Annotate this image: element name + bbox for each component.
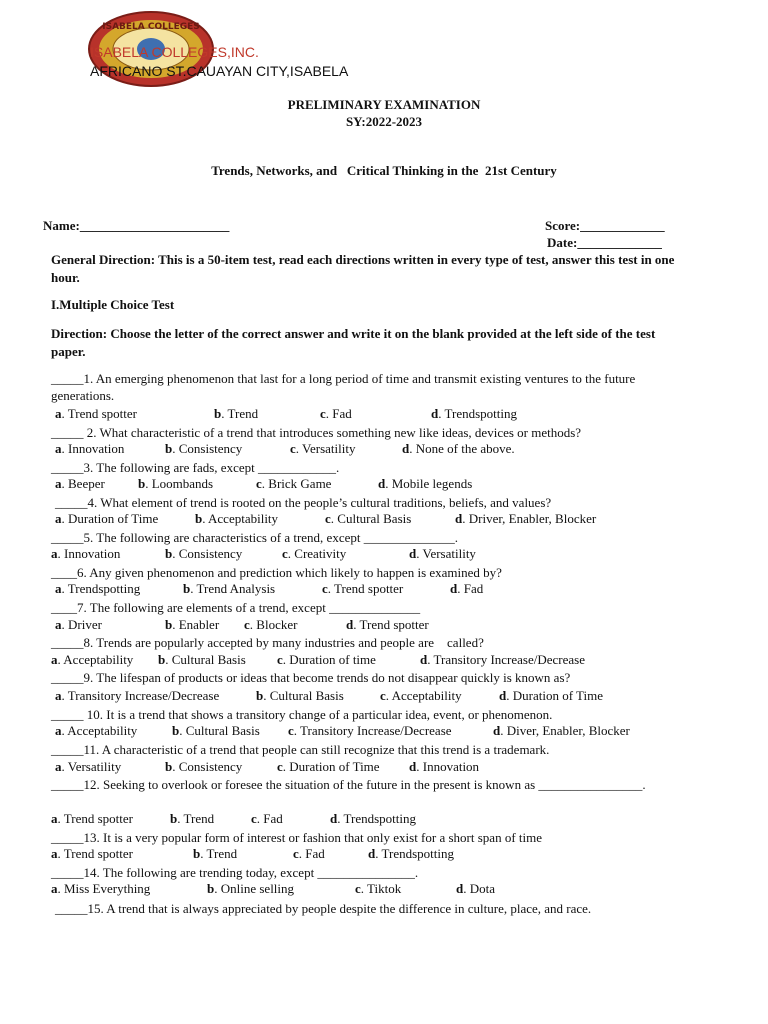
option-label: . Acceptability [57,652,134,667]
option-letter: d [499,688,507,703]
option-letter: d [409,546,417,561]
option-label: . Consistency [172,546,243,561]
option-letter: a [55,511,62,526]
option-label: . Cultural Basis [263,688,344,703]
question-2-option-b [165,441,242,457]
question-1-option-a [55,406,137,422]
option-label: . Driver [61,617,102,632]
question-14-option-d [456,881,495,897]
option-letter: b [165,617,173,632]
option-label: . Trendspotting [375,846,454,861]
option-label: . Acceptability [385,688,462,703]
option-letter: b [183,581,191,596]
question-4-option-b [195,511,278,527]
question-1-option-d [431,406,517,422]
option-label: . Innovation [61,441,125,456]
option-label: . Fad [325,406,352,421]
option-label: . Transitory Increase/Decrease [427,652,585,667]
question-4-option-a [55,511,158,527]
option-label: . Beeper [61,476,105,491]
question-7-option-d [346,617,429,633]
option-label: . Cultural Basis [165,652,246,667]
option-letter: b [138,476,146,491]
question-13-option-d [368,846,454,862]
question-15-text: _____15. A trend that is always appreciated by people despite the difference in culture, place, and race. [55,901,592,916]
question-6-option-a [55,581,140,597]
option-label: . Consistency [172,441,243,456]
question-11-option-b [165,759,242,775]
option-label: . Online selling [214,881,295,896]
option-letter: b [165,441,173,456]
question-5-text: _____5. The following are characteristics of a trend, except ______________. [51,530,458,545]
option-letter: c [256,476,262,491]
option-label: . Innovation [57,546,121,561]
option-label: . Acceptability [61,723,138,738]
option-label: . Blocker [249,617,298,632]
option-label: . Dota [463,881,496,896]
question-7-text: ____7. The following are elements of a trend, except ______________ [51,600,421,615]
date-field[interactable]: Date:_____________ [547,235,662,250]
option-letter: d [456,881,464,896]
option-letter: c [282,546,288,561]
option-label: . Innovation [416,759,480,774]
option-letter: d [368,846,376,861]
question-7-option-b [165,617,219,633]
question-6-option-d [450,581,483,597]
option-label: . Cultural Basis [330,511,412,526]
option-letter: b [165,546,173,561]
option-letter: d [378,476,386,491]
school-name: ISABELA COLLEGES,INC. [90,44,259,60]
option-label: . Trend [177,811,215,826]
option-letter: c [355,881,361,896]
question-1-option-c [320,406,352,422]
question-8-option-a [51,652,133,668]
option-label: . Trend spotter [353,617,429,632]
option-label: . Fad [457,581,484,596]
option-letter: a [55,441,62,456]
option-label: . Cultural Basis [179,723,260,738]
option-letter: b [165,759,173,774]
question-6-text: ____6. Any given phenomenon and prediction which likely to happen is examined by? [51,565,502,580]
option-label: . Trend [200,846,238,861]
option-letter: c [277,652,283,667]
option-label: . Trend spotter [57,846,133,861]
question-10-text: _____ 10. It is a trend that shows a transitory change of a particular idea, event, or phenomenon. [51,707,553,722]
option-label: . Trend Analysis [190,581,276,596]
question-3-option-d [378,476,472,492]
score-field[interactable]: Score:_____________ [545,218,665,233]
question-8-option-c [277,652,376,668]
exam-title: PRELIMINARY EXAMINATION [287,97,481,112]
option-letter: b [195,511,203,526]
option-label: . None of the above. [409,441,515,456]
option-label: . Versatility [416,546,476,561]
question-2-option-a [55,441,124,457]
question-13-option-c [293,846,325,862]
option-letter: c [277,759,283,774]
option-label: . Duration of Time [506,688,604,703]
option-letter: a [55,688,62,703]
option-letter: a [51,652,58,667]
option-letter: a [55,581,62,596]
option-letter: b [256,688,264,703]
option-letter: c [244,617,250,632]
question-11-option-c [277,759,380,775]
option-label: . Enabler [172,617,220,632]
option-label: . Trendspotting [438,406,517,421]
option-label: . Fad [256,811,283,826]
option-letter: a [55,476,62,491]
option-letter: d [346,617,354,632]
option-letter: b [214,406,222,421]
question-12-option-d [330,811,416,827]
option-letter: d [420,652,428,667]
question-9-option-a [55,688,219,704]
question-1-option-b [214,406,258,422]
option-label: . Miss Everything [57,881,151,896]
option-letter: a [55,406,62,421]
option-letter: a [51,846,58,861]
question-7-option-a [55,617,102,633]
question-4-option-c [325,511,411,527]
option-letter: b [158,652,166,667]
option-letter: a [51,811,58,826]
option-letter: d [409,759,417,774]
option-letter: b [193,846,201,861]
question-13-text: _____13. It is a very popular form of interest or fashion that only exist for a short span of time [51,830,543,845]
question-3-option-b [138,476,213,492]
question-11-option-a [55,759,121,775]
question-2-text: _____ 2. What characteristic of a trend that introduces something new like ideas, devices or methods? [51,425,582,440]
option-letter: a [55,617,62,632]
option-label: . Driver, Enabler, Blocker [462,511,597,526]
option-letter: b [207,881,215,896]
option-letter: c [290,441,296,456]
question-11-text: _____11. A characteristic of a trend that people can still recognize that this trend is a trademark. [51,742,550,757]
option-letter: b [172,723,180,738]
option-label: . Trendspotting [337,811,416,826]
option-label: . Mobile legends [385,476,473,491]
question-8-option-b [158,652,246,668]
question-3-option-a [55,476,105,492]
question-8-text: _____8. Trends are popularly accepted by many industries and people are called? [51,635,484,650]
question-13-option-b [193,846,237,862]
general-direction: General Direction: This is a 50-item test, read each directions written in every type of test, answer this test in one hour. [51,252,675,285]
question-3-text: _____3. The following are fads, except ____________. [51,460,340,475]
option-letter: c [380,688,386,703]
subject-title: Trends, Networks, and Critical Thinking in the 21st Century [211,163,557,178]
question-2-option-c [290,441,355,457]
option-label: . Trend [221,406,259,421]
option-letter: a [55,759,62,774]
option-label: . Duration of time [282,652,376,667]
option-letter: d [330,811,338,826]
question-9-option-b [256,688,344,704]
question-10-option-b [172,723,260,739]
school-address: AFRICANO ST.CAUAYAN CITY,ISABELA [90,63,349,79]
option-letter: c [293,846,299,861]
question-10-option-d [493,723,630,739]
option-letter: d [493,723,501,738]
question-14-text: _____14. The following are trending today, except _______________. [51,865,419,880]
option-label: . Creativity [287,546,347,561]
question-4-text: _____4. What element of trend is rooted on the people’s cultural traditions, beliefs, and values? [55,495,552,510]
option-label: . Diver, Enabler, Blocker [500,723,630,738]
question-9-text: _____9. The lifespan of products or ideas that become trends do not disappear quickly is known as? [51,670,571,685]
school-year: SY:2022-2023 [345,114,423,129]
question-1-text: _____1. An emerging phenomenon that last for a long period of time and transmit existing ventures to the future generations. [51,371,636,403]
option-letter: c [325,511,331,526]
option-letter: d [402,441,410,456]
question-10-option-a [55,723,137,739]
question-8-option-d [420,652,585,668]
question-5-option-b [165,546,242,562]
question-12-option-c [251,811,283,827]
question-5-option-c [282,546,346,562]
option-letter: c [288,723,294,738]
question-12-option-b [170,811,214,827]
question-11-option-d [409,759,479,775]
option-label: . Trend spotter [327,581,404,596]
option-label: . Tiktok [360,881,402,896]
section-title: I.Multiple Choice Test [51,297,175,312]
option-label: . Fad [298,846,325,861]
option-letter: b [170,811,178,826]
name-field[interactable]: Name:_______________________ [43,218,230,233]
option-label: . Duration of Time [61,511,159,526]
option-label: . Versatility [61,759,122,774]
seal-lettering: ISABELA COLLEGES [102,22,200,32]
question-12-text: _____12. Seeking to overlook or foresee the situation of the future in the present is known as ________________. [51,777,646,792]
option-letter: c [322,581,328,596]
option-letter: a [51,881,58,896]
question-6-option-c [322,581,403,597]
option-label: . Duration of Time [282,759,380,774]
option-label: . Trend spotter [57,811,133,826]
option-label: . Transitory Increase/Decrease [293,723,452,738]
option-label: . Acceptability [202,511,279,526]
question-3-option-c [256,476,331,492]
question-14-option-c [355,881,401,897]
option-letter: c [251,811,257,826]
option-letter: a [55,723,62,738]
option-label: . Versatility [295,441,356,456]
question-12-option-a [51,811,133,827]
question-6-option-b [183,581,275,597]
option-label: . Trend spotter [61,406,137,421]
question-10-option-c [288,723,452,739]
option-letter: a [51,546,58,561]
option-label: . Trendspotting [61,581,141,596]
option-label: . Transitory Increase/Decrease [61,688,220,703]
section-direction: Direction: Choose the letter of the correct answer and write it on the blank provided at the left side of the test paper. [51,326,656,359]
question-2-option-d [402,441,515,457]
option-letter: c [320,406,326,421]
question-14-option-b [207,881,294,897]
option-letter: d [450,581,458,596]
question-14-option-a [51,881,150,897]
option-label: . Brick Game [261,476,332,491]
option-label: . Loombands [145,476,214,491]
question-9-option-c [380,688,462,704]
question-4-option-d [455,511,596,527]
option-label: . Consistency [172,759,243,774]
question-5-option-a [51,546,120,562]
option-letter: d [455,511,463,526]
question-5-option-d [409,546,476,562]
question-7-option-c [244,617,297,633]
question-9-option-d [499,688,603,704]
question-13-option-a [51,846,133,862]
option-letter: d [431,406,439,421]
